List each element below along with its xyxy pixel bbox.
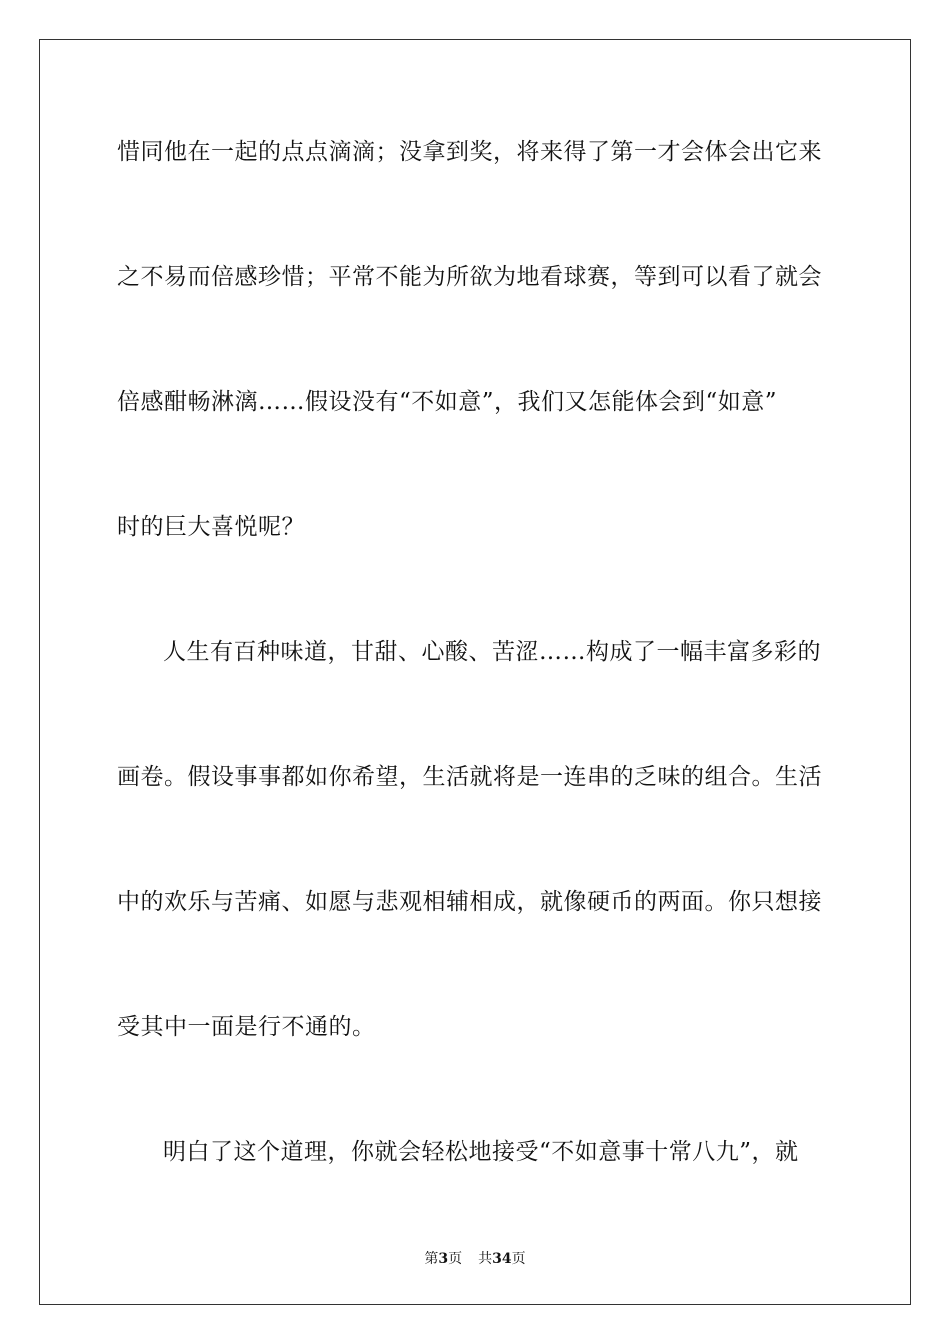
paragraph-line: 惜同他在一起的点点滴滴；没拿到奖，将来得了第一才会体会出它来 [117,139,822,165]
paragraph-line: 画卷。假设事事都如你希望，生活就将是一连串的乏味的组合。生活 [117,764,822,790]
paragraph-line: 倍感酣畅淋漓……假设没有“不如意”，我们又怎能体会到“如意” [117,389,778,415]
paragraph-line: 人生有百种味道，甘甜、心酸、苦涩……构成了一幅丰富多彩的 [163,639,821,665]
page-footer [0,1248,950,1268]
page-suffix: 页 [448,1251,463,1267]
total-pages: 34 [492,1251,512,1267]
paragraph-line: 之不易而倍感珍惜；平常不能为所欲为地看球赛，等到可以看了就会 [117,264,822,290]
total-suffix: 页 [511,1251,526,1267]
paragraph-line: 时的巨大喜悦呢？ [117,514,305,540]
page-frame [39,39,911,1305]
paragraph-line: 明白了这个道理，你就会轻松地接受“不如意事十常八九”，就 [163,1139,799,1165]
paragraph-line: 受其中一面是行不通的。 [117,1014,376,1040]
page-prefix: 第 [424,1251,439,1267]
page-number: 3 [438,1251,449,1267]
total-prefix: 共 [478,1251,493,1267]
paragraph-line: 中的欢乐与苦痛、如愿与悲观相辅相成，就像硬币的两面。你只想接 [117,889,822,915]
